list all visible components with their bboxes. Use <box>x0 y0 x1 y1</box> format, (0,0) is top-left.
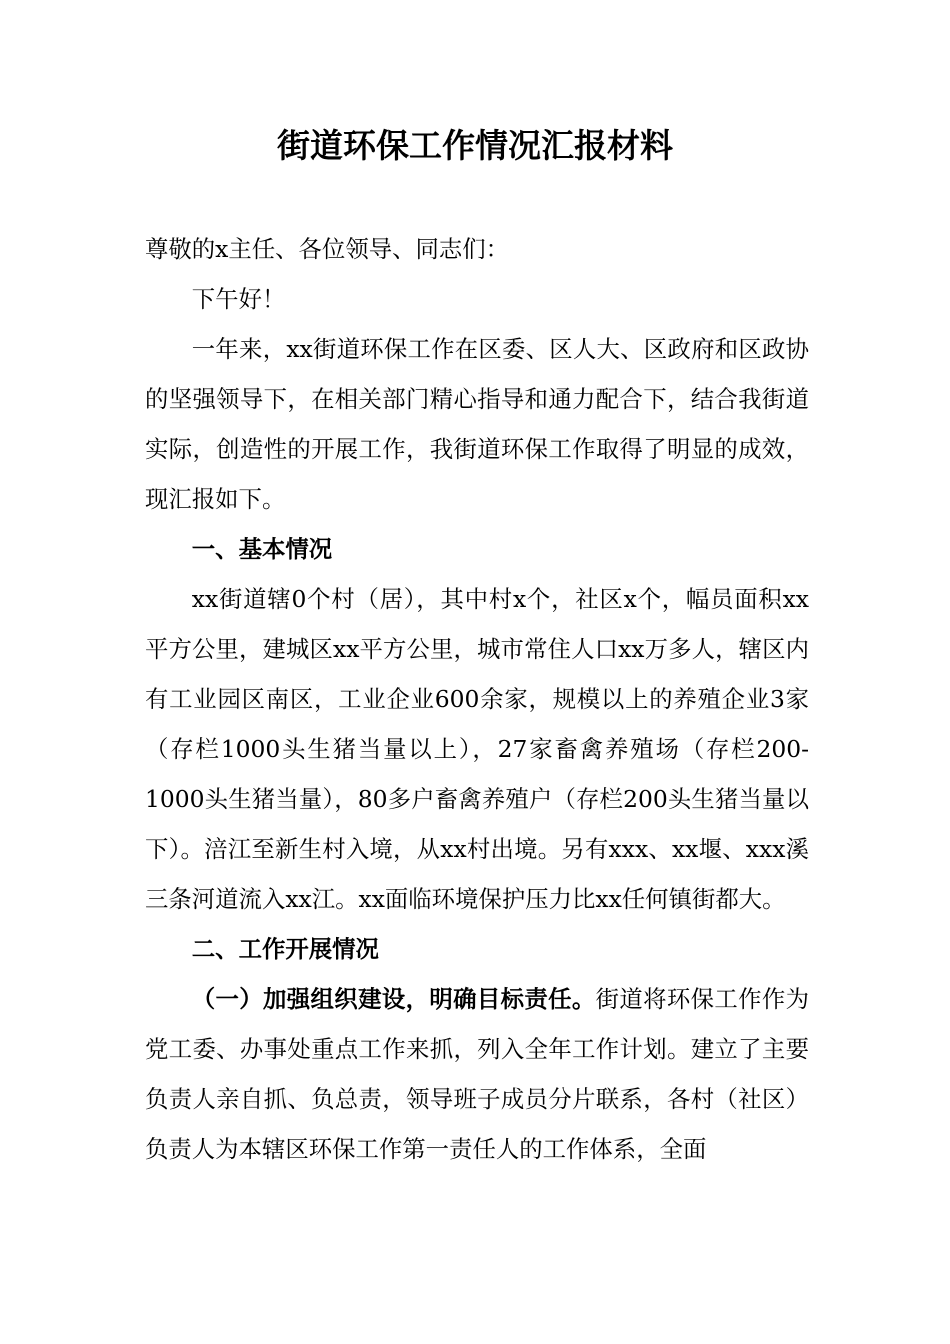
item-lead-sentence: （一）加强组织建设，明确目标责任。 <box>191 985 596 1013</box>
document-body <box>145 224 809 1174</box>
salutation: 尊敬的x主任、各位领导、同志们： <box>145 235 510 263</box>
item-body-text: 街道将环保工作作为党工委、办事处重点工作来抓，列入全年工作计划。建立了主要负责人亲自抓、负总责，领导班子成员分片联系，各村（社区）负责人为本辖区环保工作第一责任人的工作体系，全面 <box>145 985 810 1163</box>
section-heading-basic-situation: 一、基本情况 <box>191 535 333 563</box>
work-progress-paragraph <box>145 974 809 1174</box>
basic-situation-paragraph: xx街道辖0个村（居），其中村x个，社区x个，幅员面积xx平方公里，建城区xx平方公里，城市常住人口xx万多人，辖区内有工业园区南区，工业企业600余家，规模以上的养殖企业3家（存栏1000头生猪当量以上），27家畜禽养殖场（存栏200-1000头生猪当量），80多户畜禽养殖户（存栏200头生猪当量以下）。涪江至新生村入境，从xx村出境。另有xxx、xx堰、xxx溪三条河道流入xx江。xx面临环境保护压力比xx任何镇街都大。 <box>145 585 809 913</box>
document-title: 街道环保工作情况汇报材料 <box>277 126 673 165</box>
section-heading-work-progress: 二、工作开展情况 <box>191 935 379 963</box>
greeting: 下午好！ <box>191 285 286 313</box>
intro-paragraph: 一年来，xx街道环保工作在区委、区人大、区政府和区政协的坚强领导下，在相关部门精心指导和通力配合下，结合我街道实际，创造性的开展工作，我街道环保工作取得了明显的成效，现汇报如下。 <box>145 335 809 513</box>
